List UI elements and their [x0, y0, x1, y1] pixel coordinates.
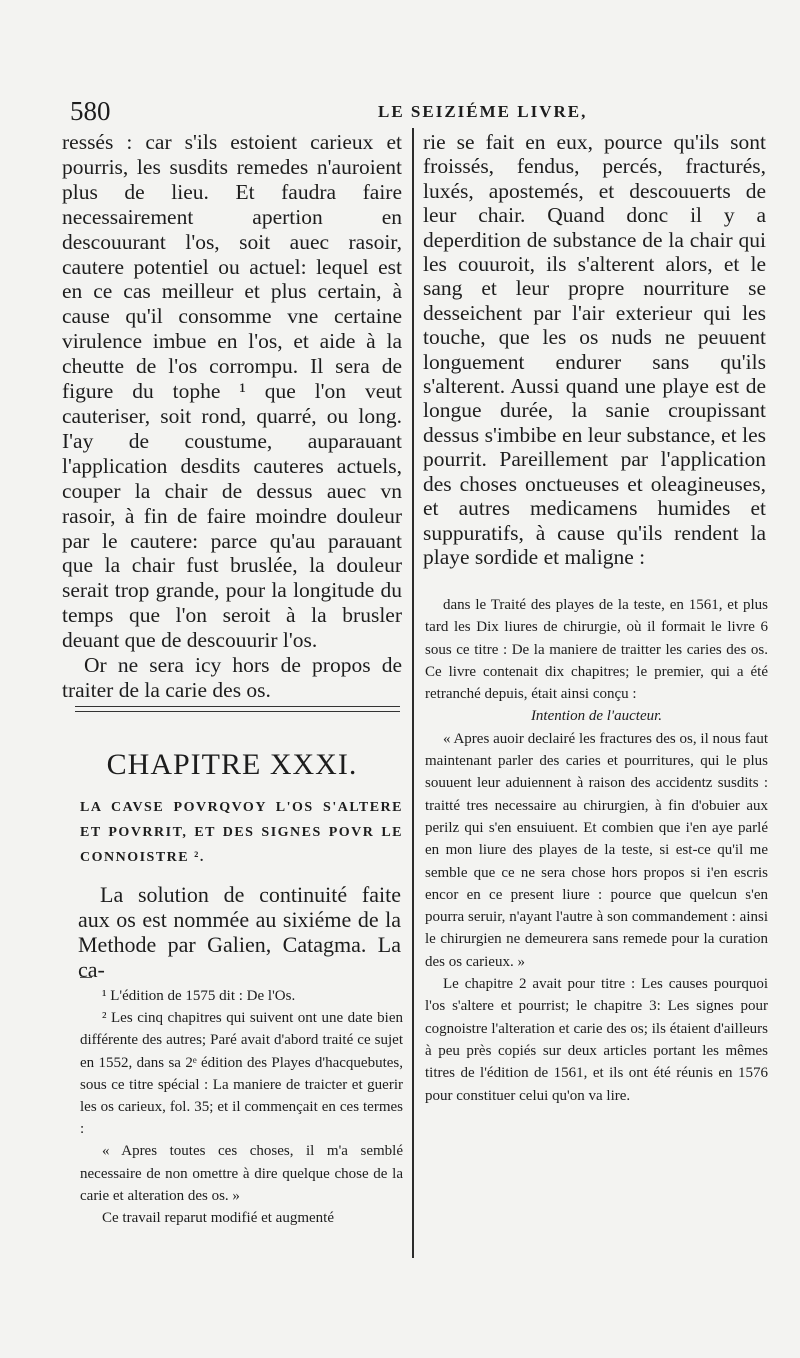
chapter-subtitle: LA CAVSE POVRQVOY L'OS S'ALTERE ET POVRRIT, ET DES SIGNES POVR LE CONNOISTRE ².: [80, 800, 403, 865]
footnote-separator: [80, 977, 92, 978]
chapter-opening-text: La solution de continuité faite aux os est nommée au sixiéme de la Methode par Galien, Catagma. La ca-: [78, 882, 401, 982]
section-rule-top: [75, 706, 400, 707]
column-divider: [412, 128, 414, 1258]
right-note-heading: Intention de l'aucteur.: [530, 708, 663, 725]
section-rule-bottom: [75, 711, 400, 712]
page-header: [70, 96, 750, 126]
right-column-text: [423, 130, 766, 569]
chapter-title: CHAPITRE XXXI.: [106, 748, 358, 781]
right-note-paragraph-1: dans le Traité des playes de la teste, en 1561, et plus tard les Dix liures de chirurgie, où il formait le livre 6 sous ce titre : De la maniere de traitter les caries des os. Ce livre contenait dix chapitres; le premier, qui a été retranché depuis, était ainsi conçu :: [425, 597, 768, 703]
page-number: 580: [70, 96, 111, 126]
right-note-last: Le chapitre 2 avait pour titre : Les causes pourquoi l'os s'altere et pourrist; le chapitre 3: Les signes pour cognoistre l'alteration et carie des os; ils étaient d'ailleurs à peu près copiés sur deux articles portant les mêmes titres de l'édition de 1561, et ils ont été réunis en 1576 pour constituer celui qu'on va lire.: [425, 976, 768, 1104]
left-column-text: [62, 130, 402, 703]
left-footnotes: [80, 985, 403, 1229]
footnote-2: ² Les cinq chapitres qui suivent ont une date bien différente des autres; Paré avait d'abord traité ce sujet en 1552, dans sa 2ᵉ édition des Playes d'hacquebutes, sous ce titre spécial : La maniere de traicter et guerir les os carieux, fol. 35; et il commençait en ces termes :: [80, 1010, 403, 1138]
right-paragraph: rie se fait en eux, pource qu'ils sont froissés, fendus, percés, fracturés, luxés, apostemés, et descouuerts de leur chair. Quand donc il y a deperdition de substance de la chair qui les couuroit, ils s'alterent alors, et le sang et leur propre nourriture se desseichent par l'air exterieur qui les touche, que les os nuds ne peuuent longuement endurer sans qu'ils s'alterent. Aussi quand une playe est de longue durée, la sanie croupissant dessus s'imbibe en leur substance, et les pourrit. Pareillement par l'application des choses onctueuses et oleagineuses, et autres medicamens humides et suppuratifs, à cause qu'ils rendent la playe sordide et maligne :: [423, 130, 766, 569]
left-paragraph: ressés : car s'ils estoient carieux et pourris, les susdits remedes n'auroient plus de lieu. Et faudra faire necessairement apertion en descouurant l'os, soit auec rasoir, cautere potentiel ou actuel: lequel est en ce cas meilleur et plus certain, à cause qu'il consomme vne certaine virulence imbue en l'os, et aide à la cheutte de l'os corrompu. Il sera de figure du tophe ¹ que l'on veut cauteriser, soit rond, quarré, ou long. I'ay de coustume, auparauant l'application desdits cauteres actuels, couper la chair de dessus auec vn rasoir, à fin de faire moindre douleur par le cautere: parce qu'au parauant que la chair fust bruslée, la douleur serait trop grande, pour la longitude du temps que l'on seroit à la brusler deuant que de descouurir l'os.: [62, 130, 402, 653]
footnote-quote: « Apres toutes ces choses, il m'a semblé necessaire de non omettre à dire quelque chose de la carie et alteration des os. »: [80, 1143, 403, 1204]
right-footnotes: [425, 594, 768, 1107]
right-note-quote: « Apres auoir declairé les fractures des os, il nous faut maintenant parler des caries et pourritures, qui le plus souuent leur aduiennent à raison des accidentz susdits : traitté tres necessaire au chirurgien, à fin d'obuier aux perilz qui s'en ensuiuent. Et combien que i'en aye parlé en mon liure des playes de la teste, si est-ce qu'il me semble que ce ne sera chose hors propos si i'en escris encor en ce present liure : pource que quelcun s'en pourra seruir, n'ayant l'autre à son commandement : ainsi le chirurgien ne demeurera sans remede pour la curation des os carieux. »: [425, 730, 768, 970]
left-closing-paragraph: Or ne sera icy hors de propos de traiter de la carie des os.: [62, 653, 402, 702]
footnote-1: ¹ L'édition de 1575 dit : De l'Os.: [102, 988, 296, 1004]
running-title: LE SEIZIÉME LIVRE,: [378, 102, 588, 121]
footnote-continuation: Ce travail reparut modifié et augmenté: [102, 1210, 334, 1227]
